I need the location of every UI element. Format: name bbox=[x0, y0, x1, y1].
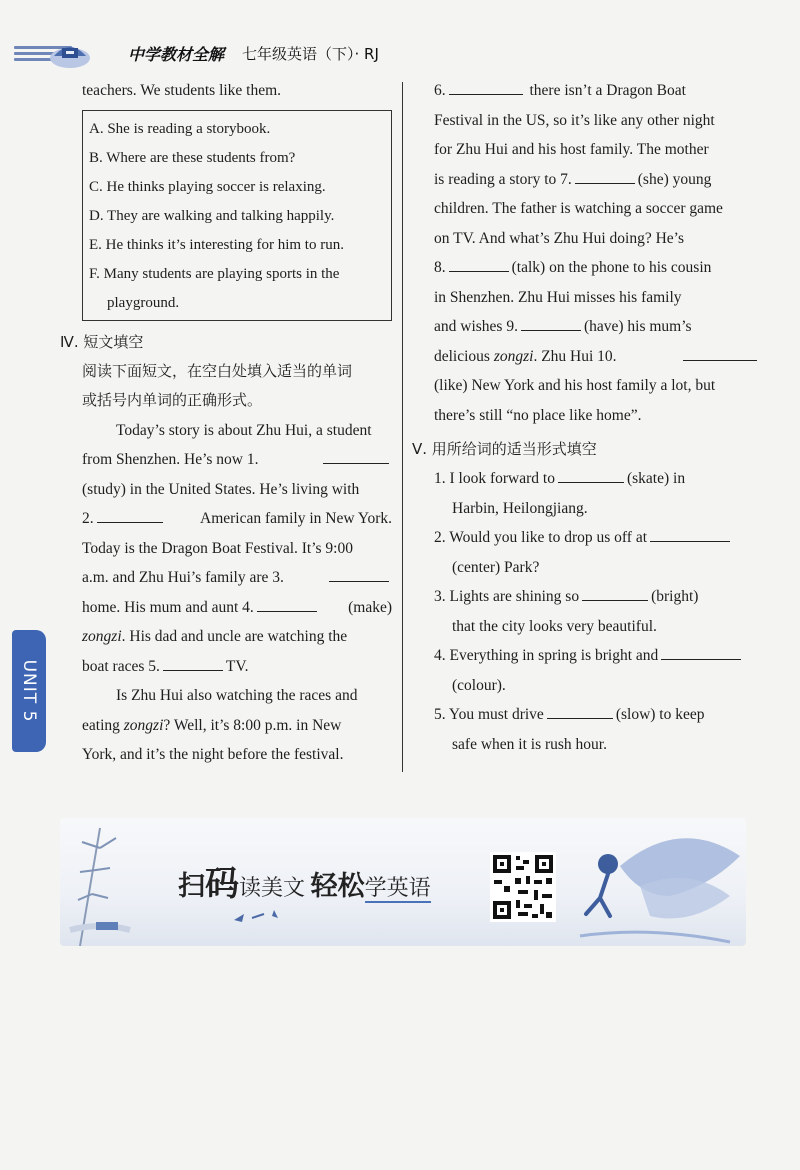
options-box bbox=[82, 110, 392, 321]
passage-line bbox=[434, 253, 760, 283]
page-header bbox=[0, 30, 800, 80]
blank-4[interactable] bbox=[257, 593, 317, 612]
passage-text: home. His mum and aunt 4. bbox=[82, 598, 254, 616]
passage-text: . Zhu Hui 10. bbox=[533, 347, 617, 365]
slogan-read: 读美文 bbox=[239, 876, 306, 901]
passage-line: for Zhu Hui and his host family. The mother bbox=[434, 141, 709, 158]
blank-2[interactable] bbox=[97, 504, 163, 523]
blank-1[interactable] bbox=[323, 445, 389, 464]
question-3-line bbox=[434, 582, 760, 612]
section-4-instruction-2: 或括号内单词的正确形式。 bbox=[82, 391, 263, 409]
option-e: E. He thinks it’s interesting for him to run. bbox=[89, 236, 344, 253]
slogan-easy: 轻松 bbox=[310, 871, 365, 902]
question-text: 2. Would you like to drop us off at bbox=[434, 529, 648, 546]
passage-text: (she) young bbox=[637, 170, 712, 188]
question-2-line bbox=[434, 523, 760, 553]
passage-line bbox=[82, 652, 392, 682]
option-c: C. He thinks playing soccer is relaxing. bbox=[89, 178, 326, 195]
slogan-code: 码 bbox=[205, 864, 239, 904]
question-text: 1. I look forward to bbox=[434, 470, 555, 487]
kites-decoration-icon bbox=[230, 904, 290, 926]
section-4-instruction-1: 阅读下面短文，在空白处填入适当的单词 bbox=[82, 361, 353, 380]
passage-line: Is Zhu Hui also watching the races and bbox=[116, 687, 358, 704]
column-divider bbox=[402, 82, 403, 772]
question-text: (skate) in bbox=[626, 470, 686, 487]
passage-text: 6. bbox=[434, 82, 446, 99]
slogan-scan: 扫 bbox=[178, 871, 205, 902]
passage-text: (talk) on the phone to his cousin bbox=[511, 259, 712, 276]
q3-blank[interactable] bbox=[582, 582, 648, 601]
passage-text: delicious bbox=[434, 347, 494, 365]
blank-5[interactable] bbox=[163, 652, 223, 671]
passage-text: 2. bbox=[82, 510, 94, 527]
passage-line: Today is the Dragon Boat Festival. It’s 9:00 bbox=[82, 539, 353, 557]
question-1-line bbox=[434, 464, 760, 494]
passage-line bbox=[434, 165, 760, 195]
unit-tab-label: UNIT 5 bbox=[19, 659, 39, 723]
book-subtitle: 七年级英语（下）· RJ bbox=[242, 45, 379, 63]
question-4-continued: (colour). bbox=[452, 676, 506, 694]
right-column bbox=[412, 76, 760, 759]
question-text: 4. Everything in spring is bright and bbox=[434, 647, 659, 664]
passage-text: TV. bbox=[225, 657, 249, 675]
bamboo-icon bbox=[60, 818, 150, 946]
passage-text: (make) bbox=[348, 598, 392, 616]
option-f: F. Many students are playing sports in the bbox=[89, 265, 340, 282]
option-f-continued: playground. bbox=[107, 294, 180, 311]
passage-line bbox=[82, 504, 392, 534]
passage-text: a.m. and Zhu Hui’s family are 3. bbox=[82, 569, 284, 586]
passage-text: 8. bbox=[434, 259, 446, 276]
banner-slogan bbox=[178, 856, 431, 905]
passage-text: ? Well, it’s 8:00 p.m. in New bbox=[163, 716, 342, 734]
intro-line: teachers. We students like them. bbox=[82, 82, 282, 99]
q2-blank[interactable] bbox=[650, 523, 730, 542]
book-title: 中学教材全解 bbox=[128, 45, 225, 64]
q5-blank[interactable] bbox=[547, 700, 613, 719]
question-text: 3. Lights are shining so bbox=[434, 588, 580, 605]
passage-line bbox=[434, 76, 760, 106]
option-a: A. She is reading a storybook. bbox=[89, 120, 271, 137]
passage-line: on TV. And what’s Zhu Hui doing? He’s bbox=[434, 229, 685, 247]
blank-7[interactable] bbox=[575, 165, 635, 184]
passage-text: from Shenzhen. He’s now 1. bbox=[82, 451, 259, 468]
question-5-continued: safe when it is rush hour. bbox=[452, 735, 607, 753]
passage-line: (like) New York and his host family a lot, but bbox=[434, 377, 716, 394]
unit-tab bbox=[12, 630, 46, 752]
question-1-continued: Harbin, Heilongjiang. bbox=[452, 499, 588, 517]
passage-italic: zongzi bbox=[82, 628, 122, 645]
q4-blank[interactable] bbox=[661, 641, 741, 660]
passage-line: there’s still “no place like home”. bbox=[434, 406, 642, 424]
passage-italic: zongzi bbox=[493, 347, 534, 365]
book-logo-icon bbox=[46, 36, 94, 70]
question-text: (bright) bbox=[651, 588, 699, 605]
passage-line: Festival in the US, so it’s like any other night bbox=[434, 111, 715, 129]
passage-line bbox=[82, 445, 392, 475]
blank-3[interactable] bbox=[329, 563, 389, 582]
question-2-continued: (center) Park? bbox=[452, 558, 540, 576]
passage-line bbox=[82, 622, 392, 652]
passage-text: boat races 5. bbox=[82, 657, 160, 675]
option-b: B. Where are these students from? bbox=[89, 149, 296, 166]
scan-banner bbox=[60, 818, 746, 946]
flying-figure-icon bbox=[560, 826, 746, 946]
question-text: 5. You must drive bbox=[434, 706, 544, 723]
blank-10[interactable] bbox=[683, 342, 757, 361]
question-4-line bbox=[434, 641, 760, 671]
passage-line bbox=[82, 711, 392, 741]
passage-text: there isn’t a Dragon Boat bbox=[529, 82, 686, 99]
option-d: D. They are walking and talking happily. bbox=[89, 207, 335, 224]
question-5-line bbox=[434, 700, 760, 730]
passage-text: (have) his mum’s bbox=[583, 318, 692, 335]
passage-italic: zongzi bbox=[123, 716, 164, 734]
passage-text: . His dad and uncle are watching the bbox=[121, 628, 348, 645]
passage-line: (study) in the United States. He’s living with bbox=[82, 480, 360, 498]
blank-6[interactable] bbox=[449, 76, 523, 95]
section-4-title: Ⅳ. 短文填空 bbox=[60, 332, 144, 351]
passage-line: Today’s story is about Zhu Hui, a student bbox=[116, 421, 372, 439]
passage-text: and wishes 9. bbox=[434, 318, 518, 335]
question-text: (slow) to keep bbox=[615, 706, 705, 723]
question-3-continued: that the city looks very beautiful. bbox=[452, 617, 657, 635]
left-column bbox=[60, 76, 392, 770]
passage-line bbox=[82, 593, 392, 623]
slogan-learn: 学英语 bbox=[364, 876, 431, 901]
passage-line bbox=[434, 312, 760, 342]
passage-text: is reading a story to 7. bbox=[434, 170, 572, 188]
passage-text: eating bbox=[82, 716, 124, 734]
passage-line: children. The father is watching a soccer game bbox=[434, 200, 723, 217]
passage-line: York, and it’s the night before the festival. bbox=[82, 746, 344, 763]
blank-8[interactable] bbox=[449, 253, 509, 272]
passage-line bbox=[82, 563, 392, 593]
passage-line: in Shenzhen. Zhu Hui misses his family bbox=[434, 288, 682, 306]
blank-9[interactable] bbox=[521, 312, 581, 331]
qr-code-icon[interactable] bbox=[490, 852, 556, 922]
passage-text: American family in New York. bbox=[200, 510, 392, 527]
passage-line bbox=[434, 342, 760, 372]
section-5-title: Ⅴ. 用所给词的适当形式填空 bbox=[412, 440, 597, 458]
q1-blank[interactable] bbox=[558, 464, 624, 483]
